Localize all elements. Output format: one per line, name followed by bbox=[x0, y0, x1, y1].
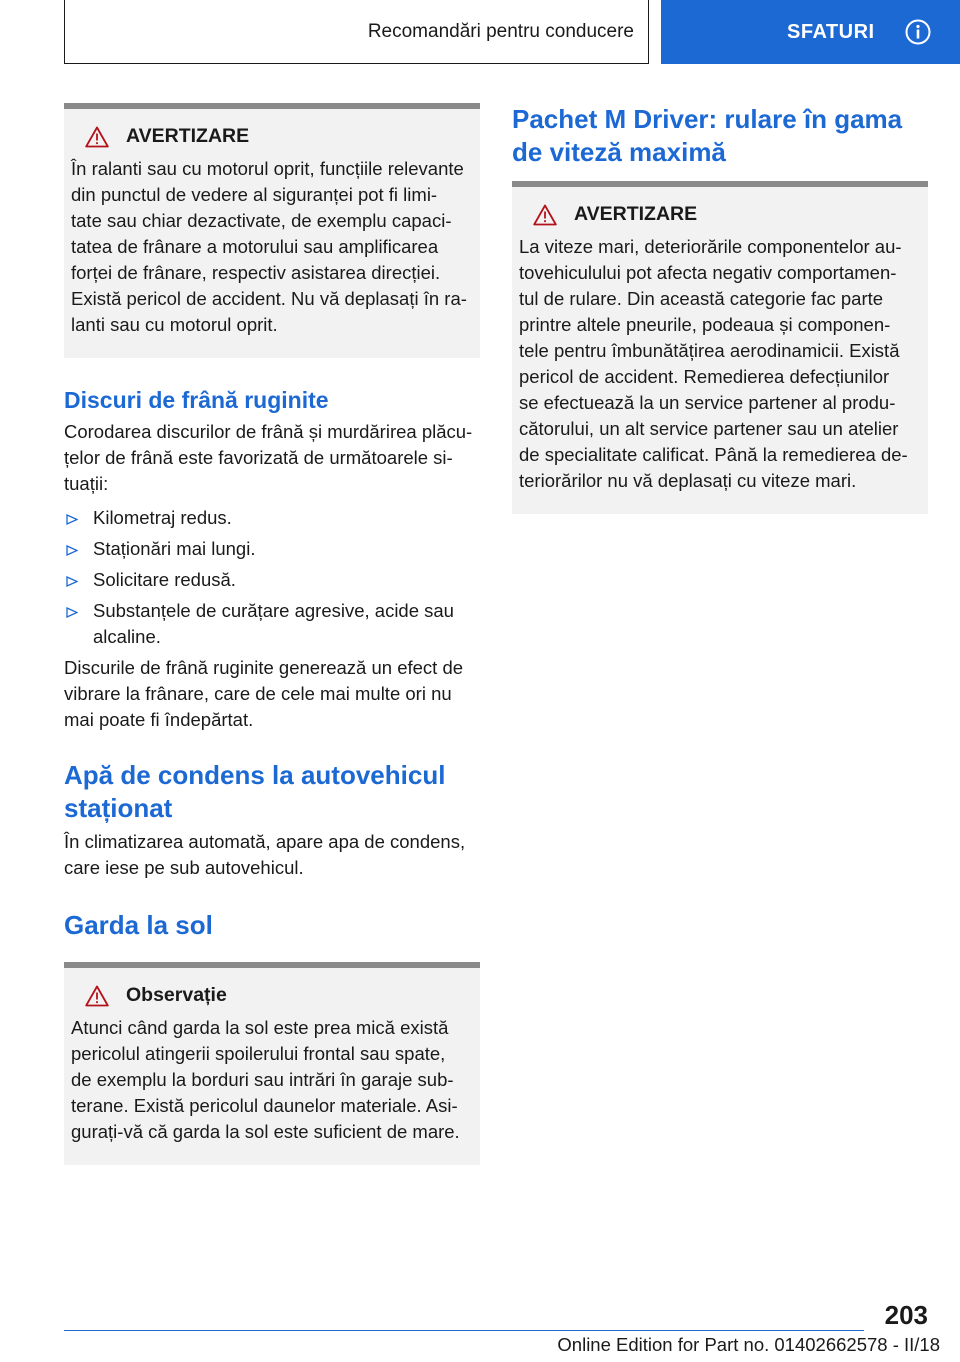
warning-text bbox=[519, 234, 922, 494]
heading-line: Apă de condens la autovehicul bbox=[64, 760, 446, 790]
footer-divider bbox=[64, 1330, 864, 1331]
triangle-right-icon bbox=[66, 576, 78, 587]
text-line: din punctul de vedere al siguranței pot fi limi- bbox=[71, 184, 438, 205]
list-item-text: Solicitare redusă. bbox=[93, 569, 236, 590]
text-line: tatea de frânare a motorului sau amplificarea bbox=[71, 236, 439, 257]
list-item bbox=[64, 536, 480, 562]
triangle-right-icon bbox=[66, 545, 78, 556]
warning-header bbox=[71, 125, 474, 148]
triangle-right-icon bbox=[66, 514, 78, 525]
text-line: În ralanti sau cu motorul oprit, funcțiile relevante bbox=[71, 158, 464, 179]
warning-title: AVERTIZARE bbox=[126, 125, 250, 147]
text-line: care iese pe sub autovehicul. bbox=[64, 857, 304, 878]
text-line: La viteze mari, deteriorările componentelor au- bbox=[519, 236, 902, 257]
text-line: tul de rulare. Din această categorie fac parte bbox=[519, 288, 884, 309]
list-item-text: Staționări mai lungi. bbox=[93, 538, 256, 559]
list-item bbox=[64, 567, 480, 593]
list-item-text: alcaline. bbox=[93, 626, 161, 647]
rust-intro bbox=[64, 419, 480, 497]
rust-outro bbox=[64, 655, 480, 733]
list-item bbox=[64, 505, 480, 531]
header-chapter-tab bbox=[64, 0, 649, 64]
list-item-text: Kilometraj redus. bbox=[93, 507, 232, 528]
header-section-tab bbox=[661, 0, 960, 64]
chapter-title: Recomandări pentru conducere bbox=[367, 20, 634, 42]
warning-title: AVERTIZARE bbox=[574, 203, 698, 225]
text-line: Există pericol de accident. Nu vă deplasați în ra- bbox=[71, 288, 467, 309]
condensation-text bbox=[64, 829, 480, 881]
left-column bbox=[64, 103, 480, 1165]
text-line: În climatizarea automată, apare apa de condens, bbox=[64, 831, 466, 852]
text-line: tate sau chiar dezactivate, de exemplu capaci- bbox=[71, 210, 452, 231]
heading-ground-clearance: Garda la sol bbox=[64, 910, 213, 940]
text-line: Corodarea discurilor de frână și murdărirea plăcu- bbox=[64, 421, 473, 442]
note-header bbox=[71, 984, 474, 1007]
note-title: Observație bbox=[126, 984, 227, 1006]
text-line: printre altele pneurile, podeaua și componen- bbox=[519, 314, 891, 335]
note-text bbox=[71, 1015, 474, 1145]
text-line: tele pentru îmbunătățirea aerodinamicii. Există bbox=[519, 340, 900, 361]
heading-line: Pachet M Driver: rulare în gama bbox=[512, 104, 903, 134]
text-line: se efectuează la un service partener al produ- bbox=[519, 392, 896, 413]
text-line: tuații: bbox=[64, 473, 109, 494]
text-line: mai poate fi îndepărtat. bbox=[64, 709, 254, 730]
page-number: 203 bbox=[884, 1300, 928, 1330]
right-column bbox=[512, 103, 928, 514]
text-line: terane. Există pericolul daunelor materiale. Asi- bbox=[71, 1095, 458, 1116]
warning-header bbox=[519, 203, 922, 226]
text-line: teriorărilor nu vă deplasați cu viteze mari. bbox=[519, 470, 857, 491]
rust-causes-list bbox=[64, 505, 480, 650]
text-line: de exemplu la borduri sau intrări în garaje sub- bbox=[71, 1069, 454, 1090]
text-line: tovehiculului pot afecta negativ comportamen- bbox=[519, 262, 897, 283]
text-line: Atunci când garda la sol este prea mică există bbox=[71, 1017, 449, 1038]
triangle-right-icon bbox=[66, 607, 78, 618]
warning-triangle-icon bbox=[533, 204, 557, 226]
text-line: lanti sau cu motorul oprit. bbox=[71, 314, 278, 335]
heading-line: staționat bbox=[64, 793, 173, 823]
warning-text bbox=[71, 156, 474, 338]
heading-line: de viteză maximă bbox=[512, 137, 726, 167]
text-line: cătorului, un alt service partener sau un atelier bbox=[519, 418, 899, 439]
list-item bbox=[64, 598, 480, 650]
text-line: pericol de accident. Remedierea defecțiunilor bbox=[519, 366, 890, 387]
section-title: SFATURI bbox=[787, 20, 875, 43]
info-circle-icon bbox=[905, 19, 931, 45]
text-line: Discurile de frână ruginite generează un efect de bbox=[64, 657, 464, 678]
warning-triangle-icon bbox=[85, 985, 109, 1007]
list-item-text: Substanțele de curățare agresive, acide sau bbox=[93, 600, 454, 621]
text-line: de specialitate calificat. Până la remedierea de- bbox=[519, 444, 908, 465]
heading-condensation bbox=[64, 759, 480, 825]
text-line: pericolul atingerii spoilerului frontal sau spate, bbox=[71, 1043, 446, 1064]
text-line: gurați-vă că garda la sol este suficient de mare. bbox=[71, 1121, 460, 1142]
edition-info: Online Edition for Part no. 01402662578 - II/18 bbox=[557, 1334, 940, 1355]
warning-box-high-speed bbox=[512, 181, 928, 514]
note-box-ground-clearance bbox=[64, 962, 480, 1165]
warning-triangle-icon bbox=[85, 126, 109, 148]
heading-rusty-discs: Discuri de frână ruginite bbox=[64, 387, 329, 413]
text-line: forței de frânare, respectiv asistarea direcției. bbox=[71, 262, 441, 283]
text-line: țelor de frână este favorizată de următoarele si- bbox=[64, 447, 453, 468]
warning-box-idle bbox=[64, 103, 480, 358]
text-line: vibrare la frânare, care de cele mai multe ori nu bbox=[64, 683, 452, 704]
heading-m-driver-package bbox=[512, 103, 928, 169]
